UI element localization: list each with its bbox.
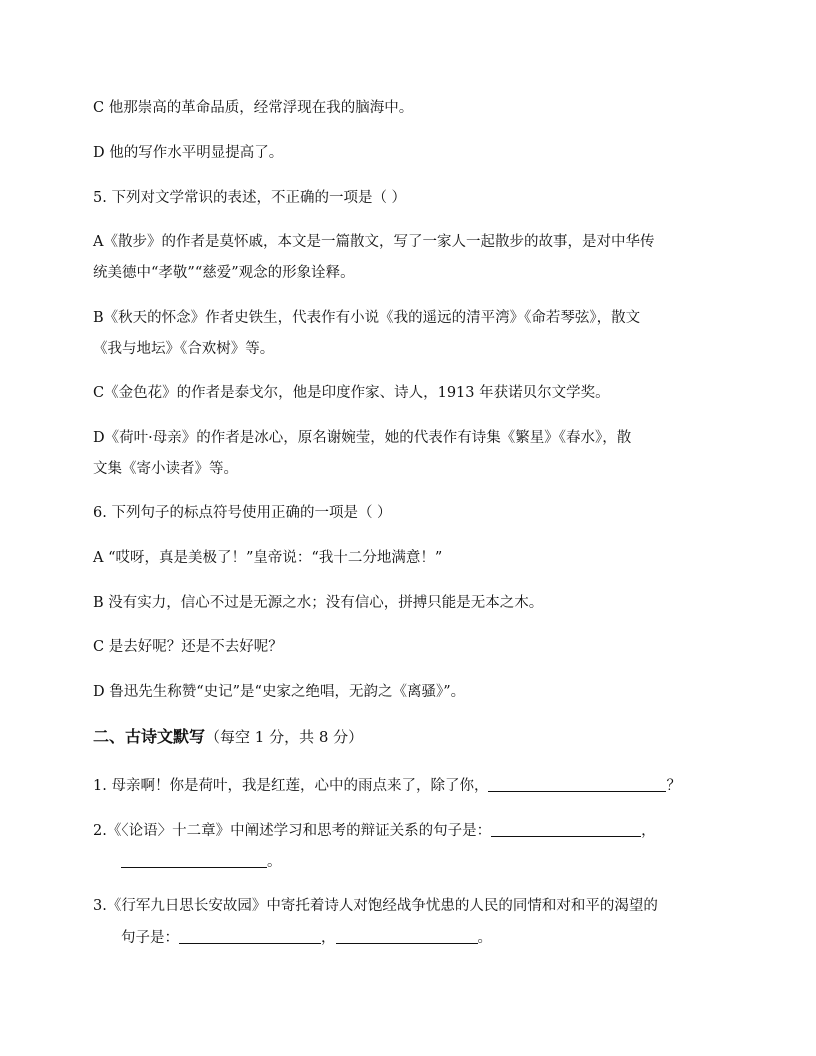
- q2-blank-2[interactable]: [121, 853, 267, 868]
- dictation-q2: [93, 819, 656, 840]
- q2-blank-1[interactable]: [491, 822, 641, 837]
- q6-option-a: A “哎呀，真是美极了！”皇帝说：“我十二分地满意！”: [93, 550, 443, 566]
- q1-end: ？: [666, 778, 681, 794]
- q5-option-a-line1: A《散步》的作者是莫怀戚，本文是一篇散文，写了一家人一起散步的故事，是对中华传: [93, 234, 655, 250]
- section-title: 二、古诗文默写: [93, 727, 206, 746]
- q3-mid: ，: [321, 930, 336, 946]
- option-d-sentence: D 他的写作水平明显提高了。: [93, 145, 284, 161]
- dictation-q3-cont: [121, 926, 492, 947]
- q5-option-b-line1: B《秋天的怀念》作者史铁生，代表作有小说《我的遥远的清平湾》《命若琴弦》，散文: [93, 310, 641, 326]
- q3-cont: 句子是：: [121, 930, 179, 946]
- q6-option-c: C 是去好呢？还是不去好呢？: [93, 639, 283, 655]
- q2-end: 。: [267, 854, 282, 870]
- q2-text: 2.《〈论语〉十二章》中阐述学习和思考的辩证关系的句子是：: [93, 823, 492, 839]
- option-c-sentence: C 他那崇高的革命品质，经常浮现在我的脑海中。: [93, 100, 414, 116]
- q6-option-d: D 鲁迅先生称赞“史记”是“史家之绝唱，无韵之《离骚》”。: [93, 684, 466, 700]
- section-note: （每空 1 分，共 8 分）: [205, 728, 364, 746]
- dictation-q3: 3.《行军九日思长安故园》中寄托着诗人对饱经战争忧患的人民的同情和对和平的渴望的: [93, 898, 658, 914]
- q5-option-a-line2: 统美德中“孝敬”“慈爱”观念的形象诠释。: [93, 265, 355, 281]
- q5-option-b-line2: 《我与地坛》《合欢树》等。: [93, 341, 275, 357]
- dictation-q2-cont: [121, 850, 282, 871]
- q6-option-b: B 没有实力，信心不过是无源之水；没有信心，拼搏只能是无本之木。: [93, 595, 544, 611]
- q2-mid: ，: [641, 823, 656, 839]
- q3-blank-1[interactable]: [179, 929, 321, 944]
- q3-blank-2[interactable]: [336, 929, 478, 944]
- dictation-q1: [93, 774, 681, 795]
- question-6: 6. 下列句子的标点符号使用正确的一项是（ ）: [93, 505, 392, 521]
- question-5: 5. 下列对文学常识的表述，不正确的一项是（ ）: [93, 190, 407, 206]
- q1-blank[interactable]: [488, 777, 666, 792]
- q5-option-c: C《金色花》的作者是泰戈尔，他是印度作家、诗人，1913 年获诺贝尔文学奖。: [93, 385, 610, 401]
- q1-text: 1. 母亲啊！你是荷叶，我是红莲，心中的雨点来了，除了你，: [93, 778, 489, 794]
- section-heading: [93, 724, 363, 747]
- q5-option-d-line2: 文集《寄小读者》等。: [93, 461, 238, 477]
- q3-end: 。: [477, 930, 492, 946]
- q5-option-d-line1: D《荷叶·母亲》的作者是冰心，原名谢婉莹，她的代表作有诗集《繁星》《春水》，散: [93, 430, 632, 446]
